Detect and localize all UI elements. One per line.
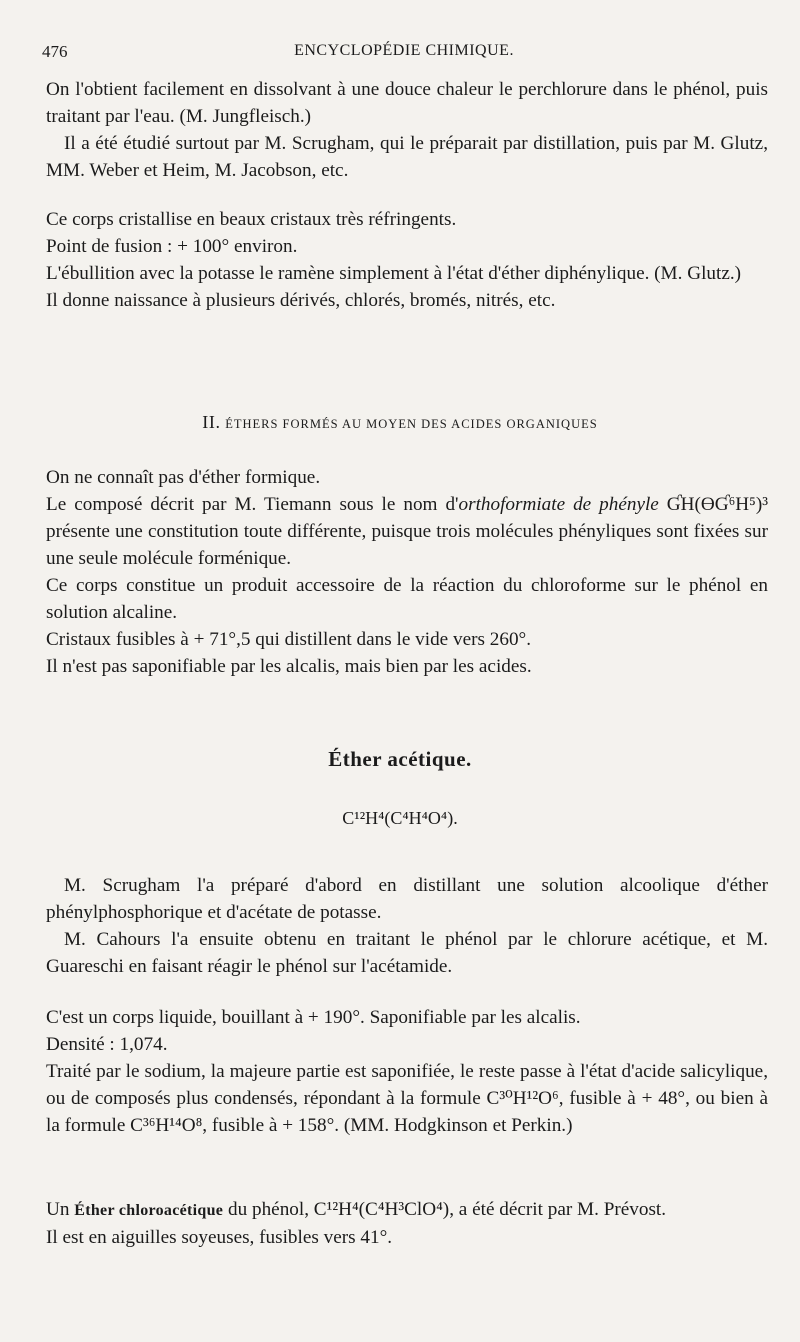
paragraph: Densité : 1,074. — [46, 1034, 168, 1055]
text-block-properties-acetique — [46, 1004, 768, 1139]
paragraph: M. Scrugham l'a préparé d'abord en distillant une solution alcoolique d'éther phénylphosphorique et d'acétate de potasse. — [46, 875, 768, 923]
heading-ether-acetique: Éther acétique. — [328, 747, 472, 771]
paragraph: Ce corps constitue un produit accessoire de la réaction du chloroforme sur le phénol en solution alcaline. — [46, 575, 768, 623]
section-number: II. — [202, 412, 221, 432]
paragraph: Il est en aiguilles soyeuses, fusibles vers 41°. — [46, 1227, 393, 1248]
page-header — [42, 42, 766, 68]
running-title: ENCYCLOPÉDIE CHIMIQUE. — [294, 42, 514, 59]
chemical-formula: ƓH(ƟƓ⁶H⁵)³ — [666, 494, 768, 515]
paragraph: Cristaux fusibles à + 71°,5 qui distillent dans le vide vers 260°. — [46, 629, 532, 650]
italic-term: orthoformiate de phényle — [458, 494, 659, 515]
bold-term: Éther chloroacétique — [74, 1202, 224, 1219]
paragraph: Point de fusion : + 100° environ. — [46, 236, 298, 257]
paragraph: Ce corps cristallise en beaux cristaux très réfringents. — [46, 209, 457, 230]
text-block-chloroacetique — [46, 1196, 768, 1251]
paragraph: Il a été étudié surtout par M. Scrugham, qui le préparait par distillation, puis par M. Glutz, MM. Weber et Heim, M. Jacobson, etc. — [46, 133, 768, 181]
paragraph — [46, 491, 768, 572]
text-block-ether-formique — [46, 464, 768, 680]
paragraph: On ne connaît pas d'éther formique. — [46, 467, 321, 488]
section-title: ÉTHERS FORMÉS AU MOYEN DES ACIDES ORGANIQUES — [225, 417, 598, 431]
paragraph: M. Cahours l'a ensuite obtenu en traitant le phénol par le chlorure acétique, et M. Guareschi en faisant réagir le phénol sur l'acétamide. — [46, 929, 768, 977]
text-block-preparation-acetique — [46, 872, 768, 980]
paragraph: Il n'est pas saponifiable par les alcalis, mais bien par les acides. — [46, 656, 532, 677]
text-block-properties — [46, 206, 768, 314]
formula-ether-acetique: C¹²H⁴(C⁴H⁴O⁴). — [342, 808, 458, 828]
paragraph: Il donne naissance à plusieurs dérivés, chlorés, bromés, nitrés, etc. — [46, 290, 556, 311]
paragraph: Traité par le sodium, la majeure partie est saponifiée, le reste passe à l'état d'acide salicylique, ou de composés plus condensés, répondant à la formule C³⁰H¹²O⁶, fusible à + 48°, ou bien à la formule C³⁶H¹⁴O⁸, fusible à + 158°. (MM. Hodgkinson et Perkin.) — [46, 1061, 768, 1136]
paragraph: On l'obtient facilement en dissolvant à une douce chaleur le perchlorure dans le phénol, puis traitant par l'eau. (M. Jungfleisch.) — [46, 79, 768, 127]
text-block-preparation — [46, 76, 768, 184]
paragraph: C'est un corps liquide, bouillant à + 190°. Saponifiable par les alcalis. — [46, 1007, 581, 1028]
paragraph: L'ébullition avec la potasse le ramène simplement à l'état d'éther diphénylique. (M. Glutz.) — [46, 263, 742, 284]
text-span: Un — [46, 1199, 75, 1220]
paragraph — [46, 1196, 768, 1224]
text-span: du phénol, C¹²H⁴(C⁴H³ClO⁴), a été décrit par M. Prévost. — [223, 1199, 667, 1220]
page-number: 476 — [42, 42, 68, 61]
text-span: présente une constitution toute différente, puisque trois molécules phényliques sont fixées sur une seule molécule forménique. — [46, 521, 768, 569]
section-heading — [0, 412, 800, 433]
text-span: Le composé décrit par M. Tiemann sous le nom d' — [46, 494, 459, 515]
